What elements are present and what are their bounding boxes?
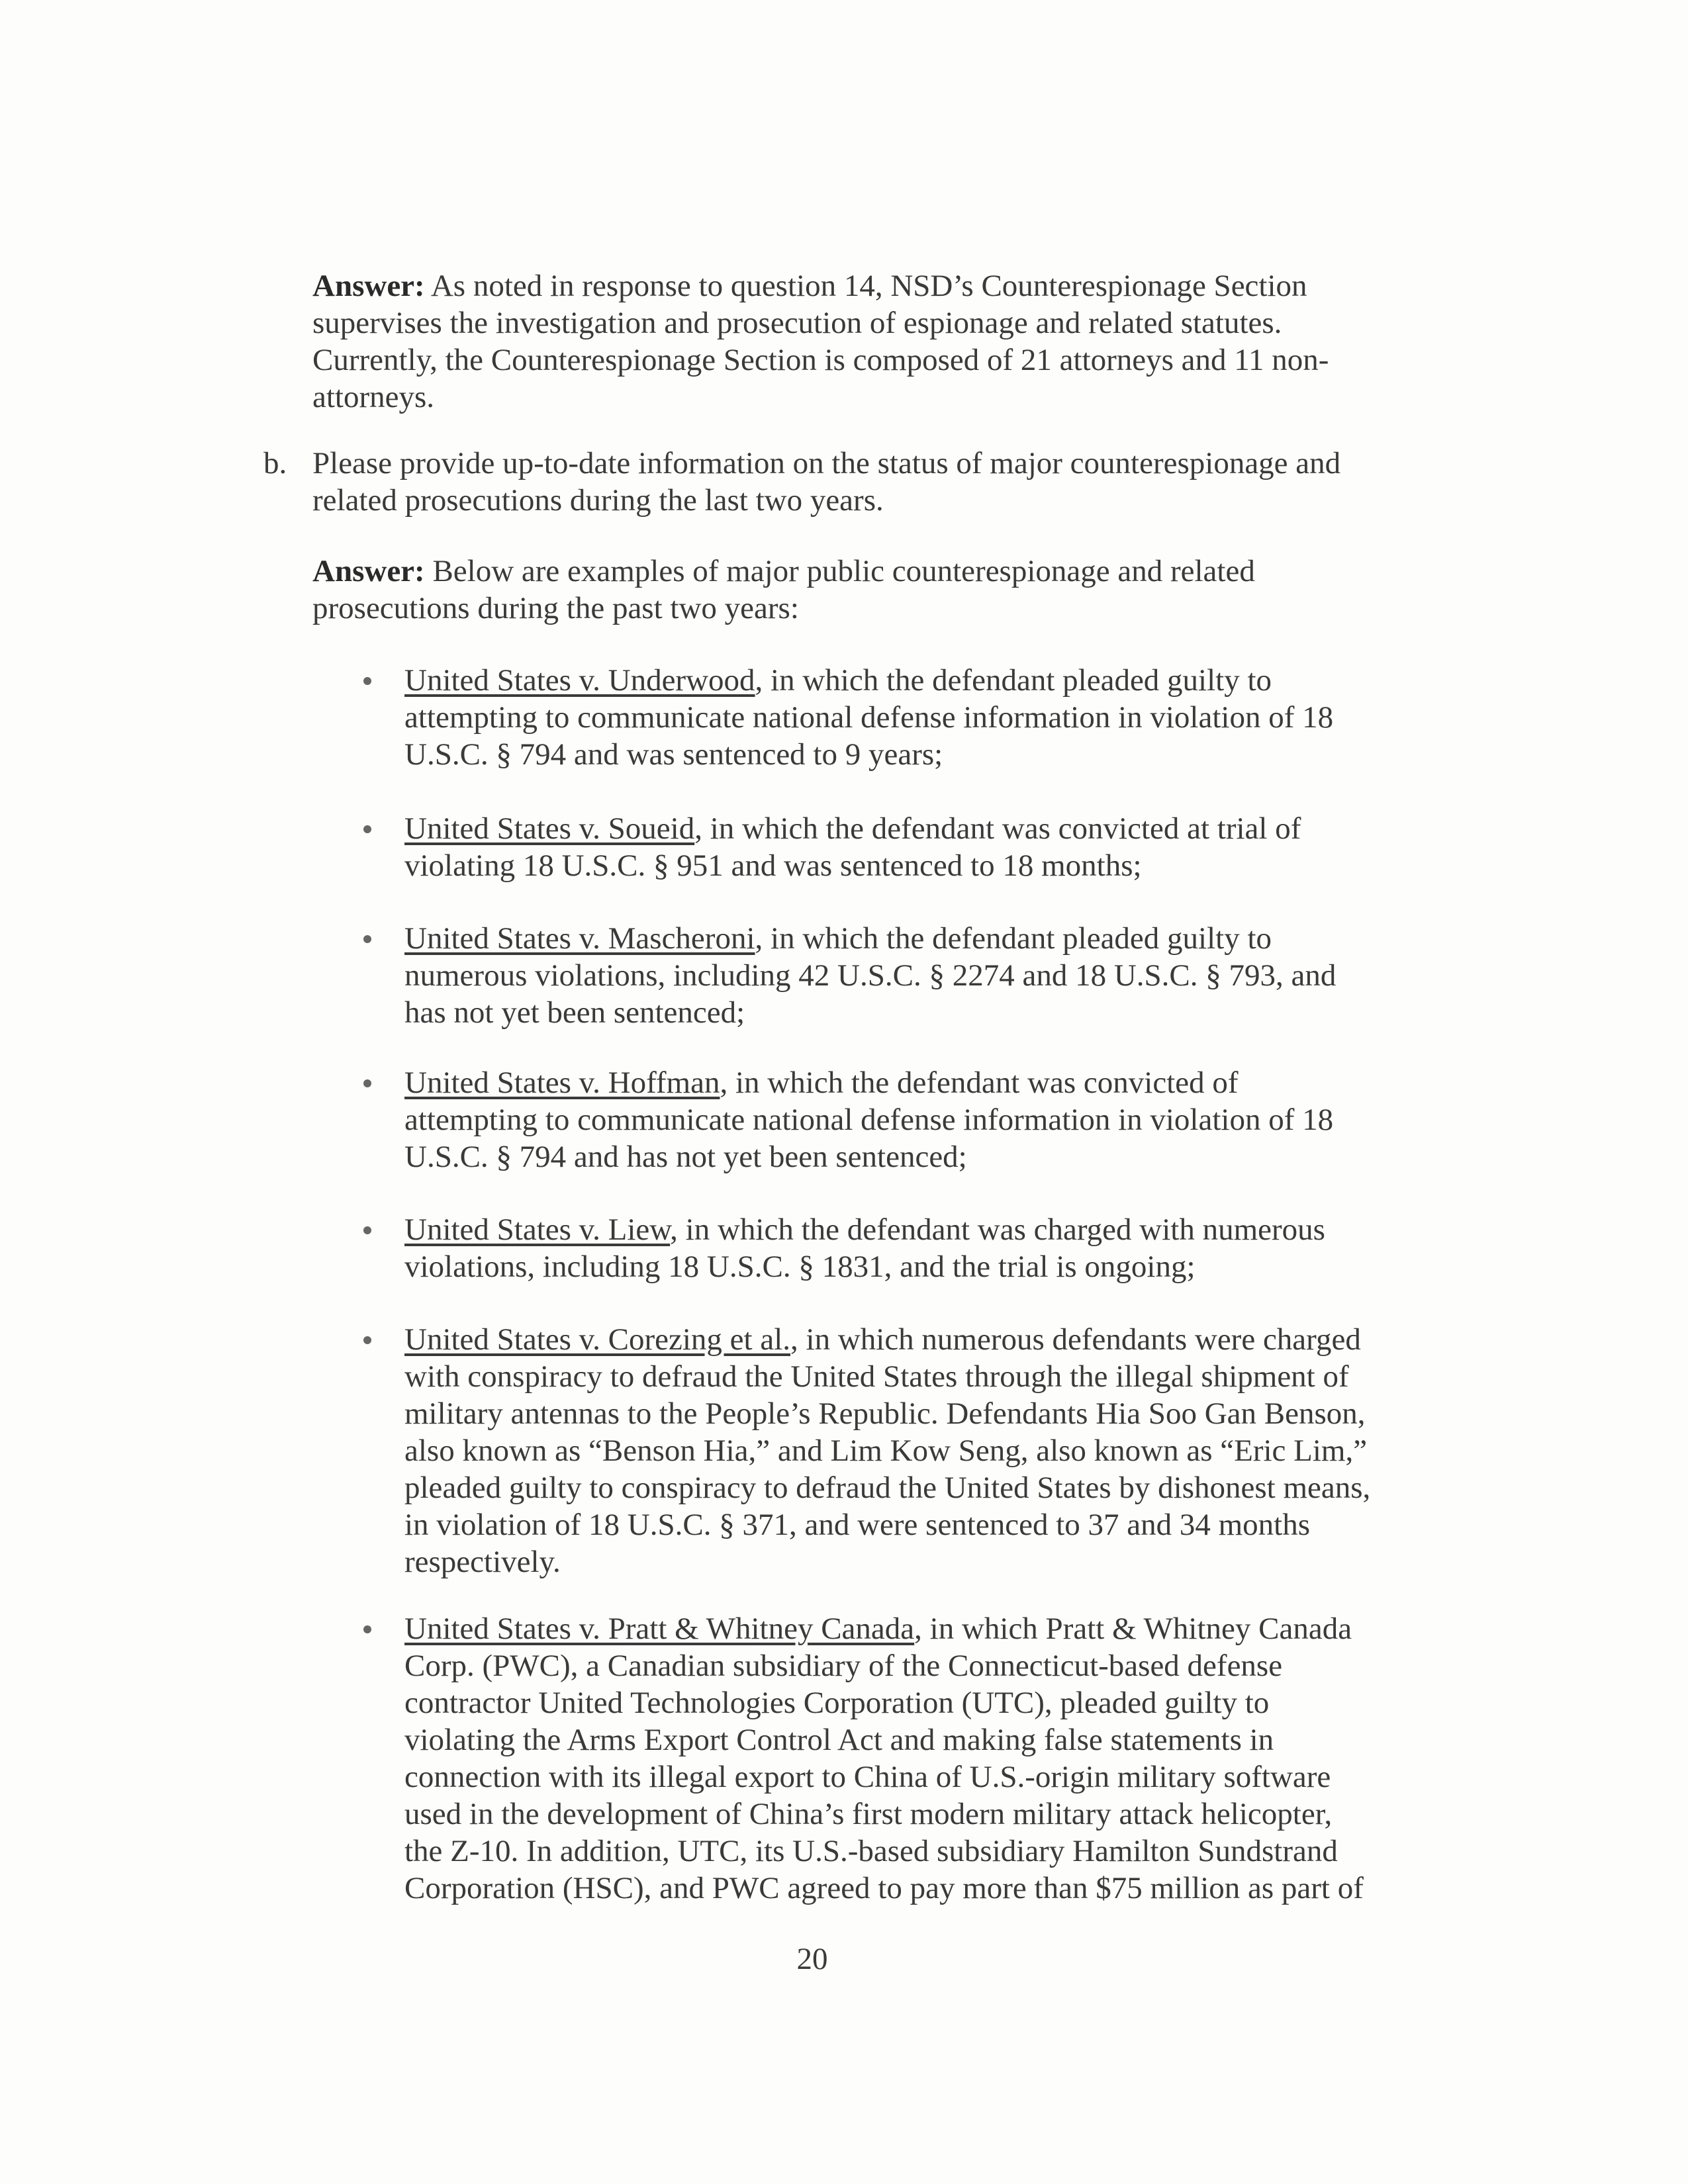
answer-b-paragraph: [312, 553, 1255, 627]
case-description: , in which the defendant pleaded guilty to attempting to communicate national defense information in violation of 18 U.S.C. § 794 and was sentenced to 9 years;: [404, 663, 1334, 772]
bullet-icon: [363, 1079, 371, 1087]
case-description: , in which numerous defendants were charged with conspiracy to defraud the United States through the illegal shipment of military antennas to the People’s Republic. Defendants Hia Soo Gan Benson, also known as “Benson Hia,” and Lim Kow Seng, also known as “Eric Lim,” pleaded guilty to conspiracy to defraud the United States by dishonest means, in violation of 18 U.S.C. § 371, and were sentenced to 37 and 34 months respectively.: [404, 1322, 1371, 1579]
answer-a-paragraph: [312, 267, 1329, 416]
case-name: United States v. Liew: [404, 1212, 671, 1247]
case-description: , in which Pratt & Whitney Canada Corp. (PWC), a Canadian subsidiary of the Connecticut-based defense contractor United Technologies Corporation (UTC), pleaded guilty to violating the Arms Export Control Act and making false statements in connection with its illegal export to China of U.S.-origin military software used in the development of China’s first modern military attack helicopter, the Z-10. In addition, UTC, its U.S.-based subsidiary Hamilton Sundstrand Corporation (HSC), and PWC agreed to pay more than $75 million as part of: [404, 1612, 1364, 1905]
bullet-icon: [363, 1625, 371, 1633]
answer-text: Below are examples of major public counterespionage and related prosecutions during the past two years:: [312, 554, 1255, 625]
case-description: , in which the defendant pleaded guilty to numerous violations, including 42 U.S.C. § 2274 and 18 U.S.C. § 793, and has not yet been sentenced;: [404, 921, 1336, 1030]
bullet-icon: [363, 825, 371, 833]
bullet-icon: [363, 1226, 371, 1234]
answer-label: Answer:: [312, 269, 425, 303]
list-item: [404, 662, 1397, 773]
bullet-icon: [363, 1336, 371, 1344]
list-item: [404, 1610, 1397, 1907]
case-name: United States v. Mascheroni: [404, 921, 755, 956]
case-name: United States v. Pratt & Whitney Canada: [404, 1612, 915, 1646]
answer-label: Answer:: [312, 554, 425, 588]
list-item: [404, 920, 1397, 1031]
list-item: [404, 1211, 1397, 1285]
list-item: [404, 1321, 1397, 1580]
answer-text: As noted in response to question 14, NSD’s Counterespionage Section supervises the investigation and prosecution of espionage and related statutes. Currently, the Counterespionage Section is composed of 21 attorneys and 11 non- attorneys.: [312, 269, 1329, 414]
case-description: , in which the defendant was charged with numerous violations, including 18 U.S.C. § 1831, and the trial is ongoing;: [404, 1212, 1325, 1284]
list-item: [404, 1064, 1397, 1175]
case-description: , in which the defendant was convicted of attempting to communicate national defense information in violation of 18 U.S.C. § 794 and has not yet been sentenced;: [404, 1066, 1334, 1174]
page-number: 20: [796, 1942, 828, 1976]
bullet-icon: [363, 935, 371, 943]
case-name: United States v. Corezing et al.: [404, 1322, 791, 1357]
list-item: [404, 810, 1397, 884]
case-name: United States v. Hoffman: [404, 1066, 720, 1100]
question-marker: b.: [263, 446, 287, 480]
case-name: United States v. Soueid: [404, 811, 695, 846]
bullet-icon: [363, 677, 371, 685]
case-name: United States v. Underwood: [404, 663, 755, 698]
question-b-text: Please provide up-to-date information on the status of major counterespionage and related prosecutions during the last two years.: [312, 446, 1341, 518]
case-description: , in which the defendant was convicted at trial of violating 18 U.S.C. § 951 and was sentenced to 18 months;: [404, 811, 1301, 883]
